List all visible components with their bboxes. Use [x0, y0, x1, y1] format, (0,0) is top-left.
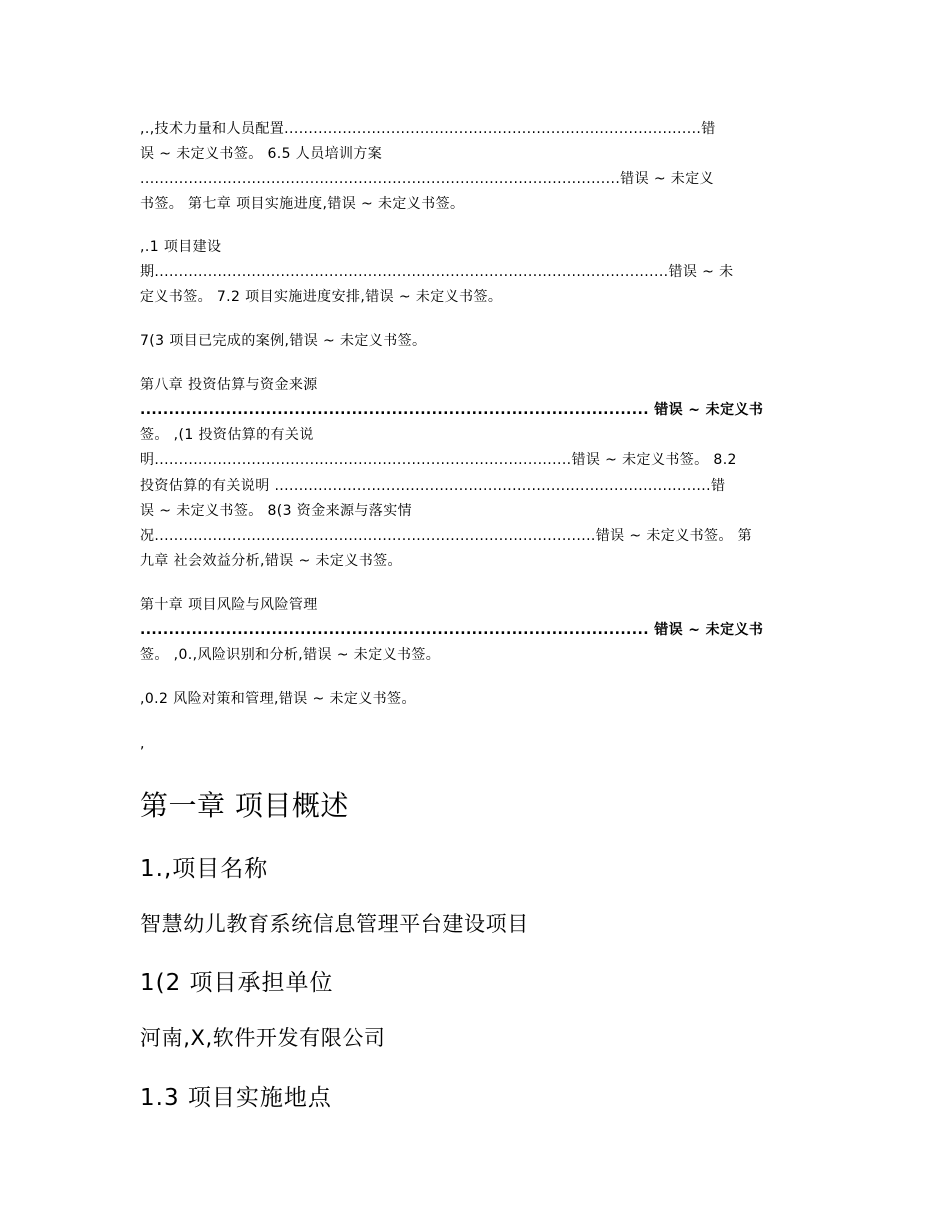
- toc-line: 误 ~ 未定义书签。 8(3 资金来源与落实情: [140, 503, 413, 519]
- toc-line: 签。 ,(1 投资估算的有关说: [140, 427, 314, 443]
- toc-line: ......................................................................................... 错误 ~ 未定义书: [140, 622, 764, 638]
- toc-line: 签。 ,0.,风险识别和分析,错误 ~ 未定义书签。: [140, 647, 441, 663]
- toc-line: 明......................................................................................错误 ~ 未定义书签。 8.2: [140, 452, 737, 468]
- toc-line: 九章 社会效益分析,错误 ~ 未定义书签。: [140, 553, 402, 569]
- chapter-title: 第一章 项目概述: [140, 789, 349, 822]
- section-content: 智慧幼儿教育系统信息管理平台建设项目: [140, 912, 529, 936]
- toc-line: 7(3 项目已完成的案例,错误 ~ 未定义书签。: [140, 333, 427, 349]
- toc-line: ,0.2 风险对策和管理,错误 ~ 未定义书签。: [140, 691, 416, 707]
- section-heading: 1.3 项目实施地点: [140, 1085, 332, 1111]
- section-content: 河南,X,软件开发有限公司: [140, 1026, 386, 1050]
- toc-line: ......................................................................................... 错误 ~ 未定义书: [140, 402, 764, 418]
- toc-line: 况...........................................................................................错误 ~ 未定义书签。 第: [140, 528, 753, 544]
- section-heading: 1(2 项目承担单位: [140, 970, 334, 996]
- toc-line: 第十章 项目风险与风险管理: [140, 597, 318, 613]
- toc-line: 定义书签。 7.2 项目实施进度安排,错误 ~ 未定义书签。: [140, 289, 503, 305]
- section-heading: 1.,项目名称: [140, 856, 269, 882]
- toc-line: ,.1 项目建设: [140, 239, 222, 255]
- toc-line: ,.,技术力量和人员配置......................................................................................错: [140, 121, 716, 137]
- toc-line: 第八章 投资估算与资金来源: [140, 377, 318, 393]
- toc-line: ,: [140, 736, 145, 752]
- toc-line: 误 ~ 未定义书签。 6.5 人员培训方案: [140, 146, 383, 162]
- toc-line: 投资估算的有关说明 ..........................................................................................错: [140, 478, 726, 494]
- toc-line: ...................................................................................................错误 ~ 未定义: [140, 171, 714, 187]
- toc-line: 书签。 第七章 项目实施进度,错误 ~ 未定义书签。: [140, 196, 465, 212]
- toc-line: 期..........................................................................................................错误 ~ 未: [140, 264, 734, 280]
